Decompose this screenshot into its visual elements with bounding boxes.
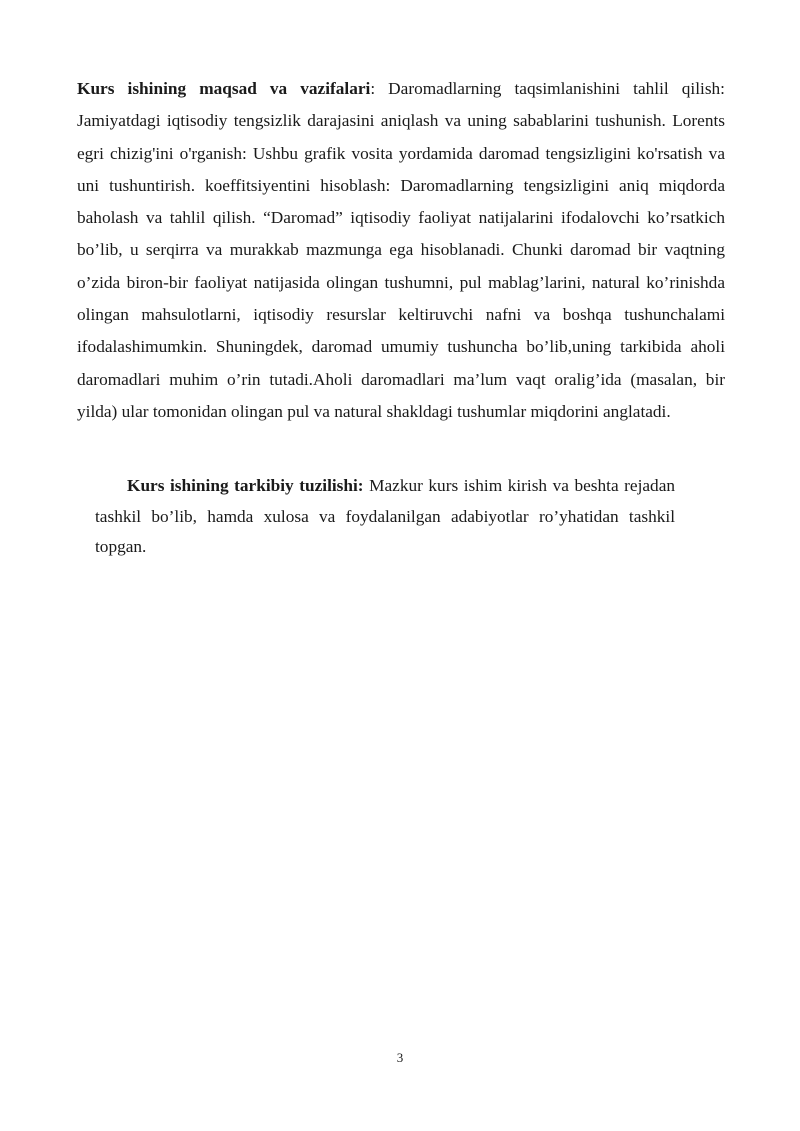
paragraph-structure-heading: Kurs ishining tarkibiy tuzilishi: — [127, 476, 364, 495]
paragraph-goals — [77, 73, 725, 428]
paragraph-structure-body: Mazkur kurs ishim kirish va beshta rejadan tashkil bo’lib, hamda xulosa va foydalanilgan adabiyotlar ro’yhatidan tashkil topgan. — [95, 476, 676, 556]
paragraph-structure — [95, 471, 675, 563]
paragraph-goals-body: : Daromadlarning taqsimlanishini tahlil qilish: Jamiyatdagi iqtisodiy tengsizlik darajasini aniqlash va uning sabablarini tushunish. Lorents egri chizig'ini o'rganish: Ushbu grafik vosita yordamida daromad tengsizligini ko'rsatish va uni tushuntirish. koeffitsiyentini hisoblash: Daromadlarning tengsizligini aniq miqdorda baholash va tahlil qilish. “Daromad” iqtisodiy faoliyat natijalarini ifodalovchi ko’rsatkich bo’lib, u serqirra va murakkab mazmunga ega hisoblanadi. Chunki daromad bir vaqtning o’zida biron-bir faoliyat natijasida olingan tushumni, pul mablag’larini, natural ko’rinishda olingan mahsulotlarni, iqtisodiy resurslar keltiruvchi nafni va boshqa tushunchalami ifodalashimumkin. Shuningdek, daromad umumiy tushuncha bo’lib,uning tarkibida aholi daromadlari muhim o’rin tutadi.Aholi daromadlari ma’lum vaqt oralig’ida (masalan, bir yilda) ular tomonidan olingan pul va natural shakldagi tushumlar miqdorini anglatadi. — [77, 79, 725, 421]
page-number: 3 — [396, 1050, 404, 1065]
paragraph-goals-heading: Kurs ishining maqsad va vazifalari — [77, 79, 371, 98]
